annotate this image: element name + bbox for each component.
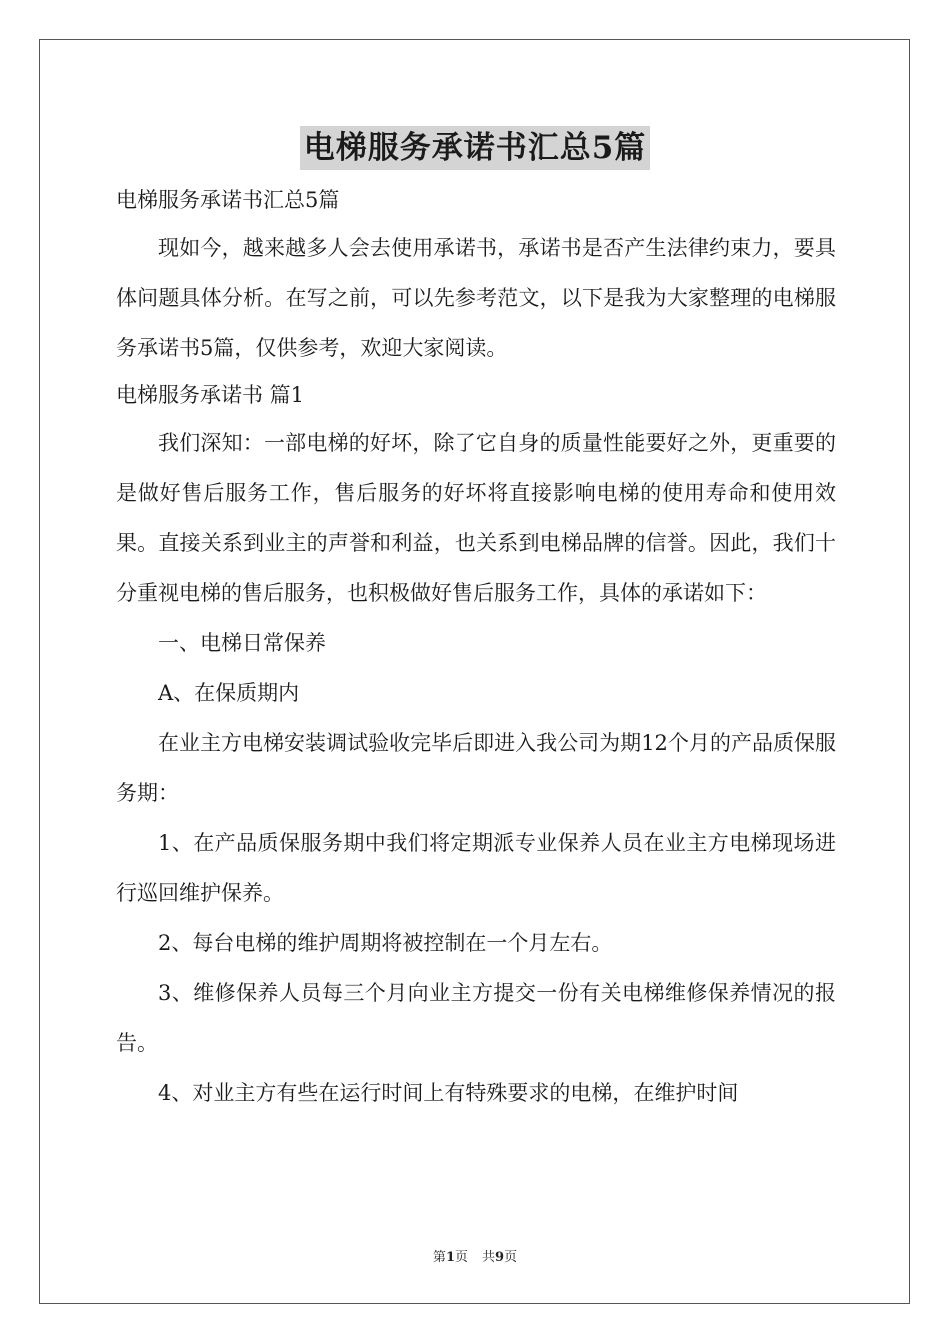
- heading-daily-maintenance: 一、电梯日常保养: [158, 631, 326, 655]
- title-container: [0, 126, 950, 170]
- list-item-2: 2、每台电梯的维护周期将被控制在一个月左右。: [158, 931, 613, 955]
- list-item-1: 1、在产品质保服务期中我们将定期派专业保养人员在业主方电梯现场进行巡回维护保养。: [116, 831, 836, 905]
- section-heading: 电梯服务承诺书 篇1: [116, 383, 305, 407]
- page-prefix: 第: [432, 1250, 446, 1265]
- document-subtitle: 电梯服务承诺书汇总5篇: [116, 188, 340, 212]
- page-suffix: 页: [454, 1250, 468, 1265]
- list-item-4: 4、对业主方有些在运行时间上有特殊要求的电梯，在维护时间: [158, 1081, 739, 1105]
- heading-warranty-period: A、在保质期内: [158, 681, 300, 705]
- list-item-3: 3、维修保养人员每三个月向业主方提交一份有关电梯维修保养情况的报告。: [116, 981, 836, 1055]
- total-suffix: 页: [504, 1250, 518, 1265]
- document-title: 电梯服务承诺书汇总5篇: [300, 126, 651, 170]
- total-prefix: 共: [482, 1250, 496, 1265]
- page-current: 1: [445, 1250, 455, 1265]
- page-total: 9: [495, 1250, 505, 1265]
- paragraph-warranty-start: 在业主方电梯安装调试验收完毕后即进入我公司为期12个月的产品质保服务期：: [116, 731, 836, 805]
- document-body: [116, 178, 836, 1118]
- paragraph-commitment-intro: 我们深知：一部电梯的好坏，除了它自身的质量性能要好之外，更重要的是做好售后服务工作，售后服务的好坏将直接影响电梯的使用寿命和使用效果。直接关系到业主的声誉和利益，也关系到电梯品牌的信誉。因此，我们十分重视电梯的售后服务，也积极做好售后服务工作，具体的承诺如下：: [116, 431, 836, 605]
- page-footer: [0, 1246, 950, 1265]
- intro-paragraph: 现如今，越来越多人会去使用承诺书，承诺书是否产生法律约束力，要具体问题具体分析。在写之前，可以先参考范文，以下是我为大家整理的电梯服务承诺书5篇，仅供参考，欢迎大家阅读。: [116, 236, 836, 360]
